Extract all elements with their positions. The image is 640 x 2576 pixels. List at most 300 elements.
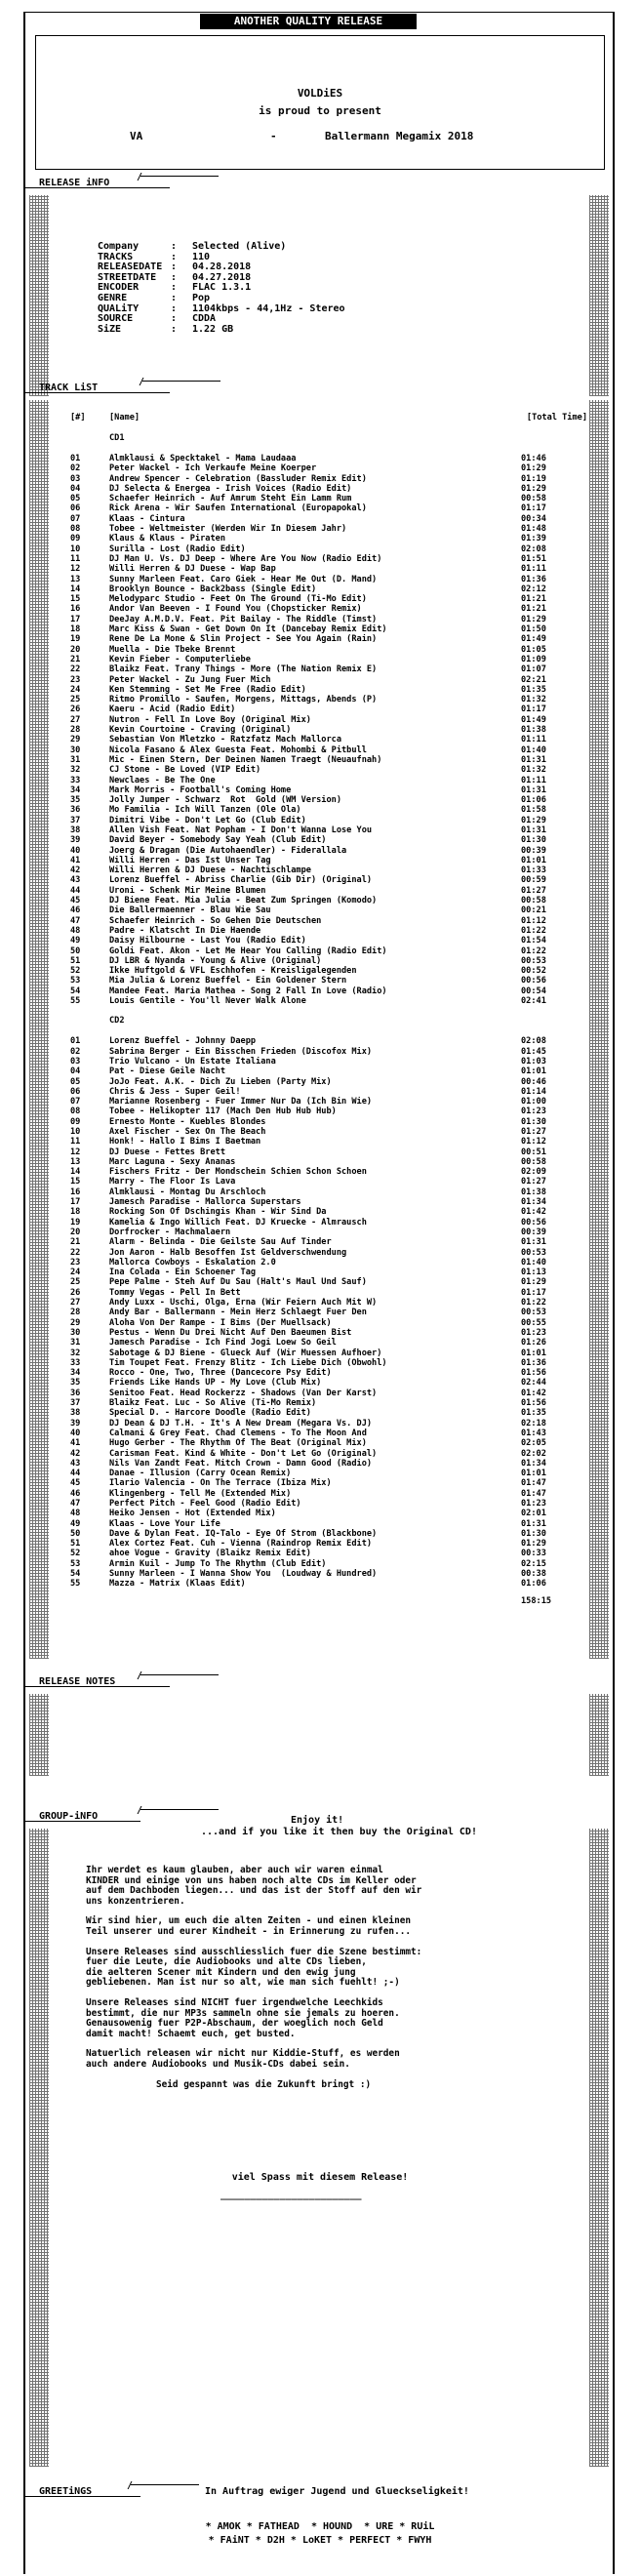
track-row (62, 725, 587, 735)
info-value: 1.22 GB (192, 323, 234, 335)
track-duration: 01:42 (521, 1207, 546, 1218)
track-duration: 01:26 (521, 1338, 546, 1348)
track-number: 21 (70, 654, 81, 664)
track-row (62, 1036, 587, 1046)
track-duration: 01:35 (521, 684, 546, 695)
track-number: 34 (70, 1368, 81, 1379)
track-row (62, 1358, 587, 1368)
track-title: Mazza - Matrix (Klaas Edit) (109, 1579, 246, 1590)
track-row (62, 1389, 587, 1398)
track-number: 40 (70, 845, 81, 856)
track-duration: 01:48 (521, 524, 546, 535)
track-number: 30 (70, 1327, 81, 1338)
slash-decoration: / (137, 1805, 143, 1816)
track-duration: 01:38 (521, 1187, 546, 1197)
track-title: Almklausi & Specktakel - Mama Laudaaa (109, 454, 297, 463)
track-duration: 01:23 (521, 1327, 546, 1338)
track-row (62, 594, 587, 604)
track-number: 28 (70, 725, 81, 736)
track-number: 30 (70, 745, 81, 755)
track-duration: 01:17 (521, 704, 546, 715)
track-title: Die Ballermaenner - Blau Wie Sau (109, 906, 271, 916)
track-row (62, 956, 587, 966)
track-number: 33 (70, 1357, 81, 1368)
cd1-label: CD1 (109, 433, 125, 443)
release-subtitle: is proud to present (259, 104, 381, 117)
track-number: 29 (70, 735, 81, 745)
track-duration: 01:11 (521, 735, 546, 745)
track-title: Almklausi - Montag Du Arschloch (109, 1187, 266, 1197)
track-title: Ikke Huftgold & VFL Eschhofen - Kreisligalegenden (109, 966, 357, 977)
track-title: Mallorca Cowboys - Eskalation 2.0 (109, 1257, 276, 1268)
track-number: 38 (70, 825, 81, 835)
release-dash: - (270, 130, 277, 142)
info-value: CDDA (192, 313, 217, 325)
section-release-notes: RELEASE NOTES (39, 1676, 116, 1687)
track-duration: 00:53 (521, 1308, 546, 1318)
track-row (62, 604, 587, 614)
track-duration: 01:31 (521, 754, 546, 765)
col-time: [Total Time] (526, 413, 587, 423)
track-row (62, 916, 587, 926)
track-number: 01 (70, 1036, 81, 1047)
track-row (62, 856, 587, 865)
track-title: Mo Familia - Ich Will Tanzen (Ole Ola) (109, 805, 301, 816)
info-row (98, 242, 345, 253)
track-duration: 01:23 (521, 1498, 546, 1509)
track-row (62, 1207, 587, 1217)
track-row (62, 1529, 587, 1539)
track-row (62, 1228, 587, 1237)
divider (23, 2496, 140, 2497)
track-title: Peter Wackel - Ich Verkaufe Meine Koerper (109, 463, 317, 474)
track-duration: 01:27 (521, 1127, 546, 1137)
track-duration: 01:22 (521, 946, 546, 956)
track-title: Ken Stemming - Set Me Free (Radio Edit) (109, 684, 306, 695)
track-row (62, 524, 587, 534)
track-row (62, 906, 587, 915)
divider (140, 1809, 219, 1810)
track-row (62, 1559, 587, 1569)
track-row (62, 765, 587, 775)
track-row (62, 1057, 587, 1067)
track-number: 02 (70, 463, 81, 474)
track-row (62, 1368, 587, 1378)
track-duration: 01:22 (521, 1298, 546, 1308)
track-number: 22 (70, 1247, 81, 1258)
divider (131, 2484, 199, 2485)
track-duration: 01:43 (521, 1428, 546, 1438)
track-row (62, 936, 587, 946)
track-number: 07 (70, 1097, 81, 1107)
track-title: Mia Julia & Lorenz Bueffel - Ein Goldener Stern (109, 976, 347, 986)
track-number: 41 (70, 1438, 81, 1449)
track-row (62, 1499, 587, 1509)
track-title: Pestus - Wenn Du Drei Nicht Auf Den Baeumen Bist (109, 1327, 352, 1338)
track-title: DJ Dean & DJ T.H. - It's A New Dream (Megara Vs. DJ) (109, 1418, 373, 1429)
track-number: 13 (70, 574, 81, 584)
track-duration: 01:39 (521, 534, 546, 544)
track-title: Willi Herren - Das Ist Unser Tag (109, 855, 271, 865)
track-number: 09 (70, 1116, 81, 1127)
track-number: 48 (70, 1509, 81, 1519)
track-row (62, 1429, 587, 1438)
track-row (62, 755, 587, 765)
track-duration: 01:01 (521, 855, 546, 865)
pattern-left (29, 1694, 49, 1776)
info-key: STREETDATE (98, 271, 157, 283)
track-row (62, 865, 587, 875)
track-title: Pat - Diese Geile Nacht (109, 1067, 225, 1077)
track-row (62, 816, 587, 825)
track-duration: 02:09 (521, 1167, 546, 1178)
track-row (62, 1579, 587, 1589)
info-key: SiZE (98, 323, 122, 335)
track-duration: 01:27 (521, 885, 546, 896)
track-title: Ernesto Monte - Kuebles Blondes (109, 1116, 266, 1127)
track-number: 18 (70, 1207, 81, 1218)
track-row (62, 1248, 587, 1258)
divider (23, 1686, 170, 1687)
info-value: Selected (Alive) (192, 241, 287, 252)
track-row (62, 624, 587, 634)
track-number: 51 (70, 955, 81, 966)
track-number: 36 (70, 1388, 81, 1398)
track-title: Lorenz Bueffel - Johnny Daepp (109, 1036, 257, 1047)
track-duration: 01:30 (521, 835, 546, 846)
track-duration: 01:56 (521, 1368, 546, 1379)
track-number: 04 (70, 483, 81, 494)
track-title: Daisy Hilbourne - Last You (Radio Edit) (109, 936, 306, 946)
track-number: 05 (70, 1076, 81, 1087)
banner: ANOTHER QUALITY RELEASE (200, 14, 417, 29)
track-title: DJ Selecta & Energea - Irish Voices (Radio Edit) (109, 483, 352, 494)
track-row (62, 1438, 587, 1448)
track-number: 35 (70, 1378, 81, 1389)
track-row (62, 1107, 587, 1116)
track-row (62, 484, 587, 494)
track-number: 46 (70, 906, 81, 916)
track-duration: 01:31 (521, 785, 546, 795)
track-list (62, 412, 587, 1607)
track-number: 25 (70, 1277, 81, 1288)
closing-underline: ________________________ (220, 2190, 362, 2200)
track-title: Nicola Fasano & Alex Guesta Feat. Mohombi & Pitbull (109, 745, 367, 755)
track-number: 49 (70, 1518, 81, 1529)
track-title: Aloha Von Der Rampe - I Bims (Der Muellsack) (109, 1317, 332, 1328)
track-title: Honk! - Hallo I Bims I Baetman (109, 1137, 261, 1147)
track-title: Dorfrocker - Machmalaern (109, 1227, 231, 1237)
track-title: Goldi Feat. Akon - Let Me Hear You Calling (Radio Edit) (109, 946, 387, 956)
track-number: 15 (70, 594, 81, 605)
pattern-right (589, 400, 609, 1659)
track-title: Mic - Einen Stern, Der Deinen Namen Traegt (Neuaufnah) (109, 754, 382, 765)
track-number: 20 (70, 1227, 81, 1237)
track-row (62, 514, 587, 524)
track-title: Pepe Palme - Steh Auf Du Sau (Halt's Maul Und Sauf) (109, 1277, 367, 1288)
track-number: 27 (70, 714, 81, 725)
track-number: 14 (70, 584, 81, 594)
track-title: Klaas - Love Your Life (109, 1518, 220, 1529)
track-row (62, 1167, 587, 1177)
track-number: 16 (70, 1187, 81, 1197)
track-row (62, 1489, 587, 1499)
track-number: 54 (70, 986, 81, 996)
track-number: 05 (70, 494, 81, 504)
track-row (62, 1127, 587, 1137)
track-duration: 01:21 (521, 594, 546, 605)
track-title: Special D. - Harcore Doodle (Radio Edit) (109, 1408, 311, 1419)
track-duration: 02:05 (521, 1438, 546, 1449)
track-duration: 01:31 (521, 1518, 546, 1529)
track-title: Jamesch Paradise - Ich Find Jogi Loew So Geil (109, 1338, 337, 1348)
track-number: 37 (70, 1398, 81, 1409)
track-number: 39 (70, 835, 81, 846)
track-duration: 01:07 (521, 664, 546, 675)
track-number: 52 (70, 1549, 81, 1559)
track-row (62, 735, 587, 745)
track-title: Newclaes - Be The One (109, 775, 216, 785)
track-number: 07 (70, 513, 81, 524)
info-row (98, 325, 345, 336)
pattern-left (29, 195, 49, 396)
track-duration: 02:41 (521, 996, 546, 1007)
track-number: 51 (70, 1539, 81, 1550)
track-title: Nutron - Fell In Love Boy (Original Mix) (109, 714, 311, 725)
track-number: 42 (70, 865, 81, 876)
pattern-left (29, 400, 49, 1659)
track-number: 31 (70, 754, 81, 765)
track-number: 23 (70, 674, 81, 685)
track-row (62, 1308, 587, 1317)
track-number: 12 (70, 1147, 81, 1157)
track-duration: 01:01 (521, 1469, 546, 1479)
track-row (62, 1419, 587, 1429)
track-duration: 01:42 (521, 1388, 546, 1398)
track-title: Melodyparc Studio - Feet On The Ground (Ti-Mo Edit) (109, 594, 367, 605)
info-colon: : (171, 282, 178, 294)
track-number: 29 (70, 1317, 81, 1328)
track-number: 22 (70, 664, 81, 675)
track-row (62, 463, 587, 473)
track-number: 14 (70, 1167, 81, 1178)
track-duration: 00:53 (521, 955, 546, 966)
track-number: 16 (70, 604, 81, 615)
track-title: Willi Herren & DJ Duese - Wap Bap (109, 564, 276, 575)
track-number: 33 (70, 775, 81, 785)
paragraph: Natuerlich releasen wir nicht nur Kiddie-Stuff, es werden auch andere Audiobooks und Musik-CDs dabei sein. (86, 2048, 400, 2070)
track-number: 32 (70, 765, 81, 776)
track-row (62, 1067, 587, 1076)
track-duration: 02:02 (521, 1448, 546, 1459)
track-row (62, 996, 587, 1006)
track-row (62, 835, 587, 845)
group-name: VOLDiES (297, 87, 343, 100)
future-line: Seid gespannt was die Zukunft bringt :) (156, 2078, 372, 2090)
track-title: Brooklyn Bounce - Back2bass (Single Edit) (109, 584, 317, 594)
track-title: Trio Vulcano - Un Estate Italiana (109, 1056, 276, 1067)
track-duration: 02:08 (521, 543, 546, 554)
track-duration: 02:15 (521, 1558, 546, 1569)
track-title: Andrew Spencer - Celebration (Bassluder Remix Edit) (109, 473, 367, 484)
track-number: 47 (70, 915, 81, 926)
track-row (62, 1408, 587, 1418)
track-title: Dimitri Vibe - Don't Let Go (Club Edit) (109, 815, 306, 825)
cd2-label: CD2 (109, 1016, 125, 1026)
info-colon: : (171, 323, 178, 335)
track-title: Tim Toupet Feat. Frenzy Blitz - Ich Liebe Dich (Obwohl) (109, 1357, 387, 1368)
track-title: Blaikz Feat. Trany Things - More (The Nation Remix E) (109, 664, 378, 675)
track-row (62, 1478, 587, 1488)
track-number: 55 (70, 1579, 81, 1590)
track-row (62, 795, 587, 805)
track-title: Joerg & Dragan (Die Autohaendler) - Fiderallala (109, 845, 347, 856)
track-number: 11 (70, 553, 81, 564)
track-row (62, 1378, 587, 1388)
track-duration: 01:05 (521, 644, 546, 655)
track-duration: 00:59 (521, 875, 546, 886)
track-duration: 01:30 (521, 1528, 546, 1539)
left-border (23, 12, 25, 2574)
track-row (62, 615, 587, 624)
track-row (62, 554, 587, 564)
track-number: 24 (70, 684, 81, 695)
track-duration: 01:54 (521, 936, 546, 946)
track-duration: 00:58 (521, 494, 546, 504)
track-title: Kevin Fieber - Computerliebe (109, 654, 251, 664)
track-title: Rocco - One, Two, Three (Dancecore Psy Edit) (109, 1368, 332, 1379)
track-title: Sabrina Berger - Ein Bisschen Frieden (Discofox Mix) (109, 1046, 373, 1057)
track-duration: 01:11 (521, 564, 546, 575)
track-duration: 01:47 (521, 1488, 546, 1499)
track-number: 06 (70, 503, 81, 514)
track-number: 13 (70, 1156, 81, 1167)
track-number: 03 (70, 1056, 81, 1067)
track-duration: 01:22 (521, 925, 546, 936)
track-number: 32 (70, 1348, 81, 1358)
track-duration: 00:55 (521, 1317, 546, 1328)
track-row (62, 846, 587, 856)
paragraph: Unsere Releases sind NICHT fuer irgendwelche Leechkids bestimmt, die nur MP3s sammeln ohne sie jemals zu hoeren. Genausowenig fuer P2P-Abschaum, der woeglich noch Geld damit macht! Schaemt euch, get busted. (86, 1996, 400, 2039)
track-number: 53 (70, 1558, 81, 1569)
track-title: Tommy Vegas - Pell In Bett (109, 1287, 241, 1298)
track-row (62, 1288, 587, 1298)
track-duration: 02:01 (521, 1509, 546, 1519)
track-number: 24 (70, 1268, 81, 1278)
track-title: Blaikz Feat. Luc - So Alive (Ti-Mo Remix) (109, 1398, 317, 1409)
info-key: RELEASEDATE (98, 262, 163, 273)
track-title: Padre - Klatscht In Die Haende (109, 925, 261, 936)
info-colon: : (171, 262, 178, 273)
track-duration: 01:50 (521, 624, 546, 635)
track-title: Allen Vish Feat. Nat Popham - I Don't Wanna Lose You (109, 825, 373, 835)
track-duration: 00:33 (521, 1549, 546, 1559)
slash-decoration: / (127, 2480, 134, 2491)
track-duration: 01:03 (521, 1056, 546, 1067)
track-title: Sebastian Von Mletzko - Ratzfatz Mach Mallorca (109, 735, 341, 745)
track-title: Ina Colada - Ein Schoener Tag (109, 1268, 257, 1278)
track-title: Schaefer Heinrich - Auf Amrum Steht Ein Lamm Rum (109, 494, 352, 504)
track-title: CJ Stone - Be Loved (VIP Edit) (109, 765, 261, 776)
paragraph: Unsere Releases sind ausschliesslich fuer die Szene bestimmt: fuer die Leute, die Audiobooks und alte CDs lieben, die aelteren Scener mit Kindern und den ewig jung gebliebenen. Man ist nur so alt, wie man sich fuehlt! ;-) (86, 1946, 422, 1989)
track-duration: 01:21 (521, 604, 546, 615)
track-row (62, 785, 587, 795)
track-title: Klaas - Cintura (109, 513, 185, 524)
closing-line: viel Spass mit diesem Release! (231, 2172, 409, 2183)
track-row (62, 1117, 587, 1127)
track-row (62, 685, 587, 695)
info-value: 04.28.2018 (192, 262, 252, 273)
track-number: 27 (70, 1298, 81, 1308)
track-title: Andor Van Beeven - I Found You (Chopsticker Remix) (109, 604, 362, 615)
track-number: 08 (70, 524, 81, 535)
track-duration: 00:34 (521, 513, 546, 524)
track-row (62, 534, 587, 543)
enjoy-line: Enjoy it! (291, 1815, 344, 1826)
track-duration: 02:44 (521, 1378, 546, 1389)
track-row (62, 1539, 587, 1549)
track-duration: 01:19 (521, 473, 546, 484)
track-title: DJ LBR & Nyanda - Young & Alive (Original) (109, 955, 322, 966)
track-duration: 00:46 (521, 1076, 546, 1087)
track-number: 44 (70, 885, 81, 896)
track-duration: 01:40 (521, 1257, 546, 1268)
track-number: 34 (70, 785, 81, 795)
track-number: 04 (70, 1067, 81, 1077)
total-time-row (62, 1595, 587, 1607)
track-duration: 01:49 (521, 714, 546, 725)
track-title: Surilla - Lost (Radio Edit) (109, 543, 246, 554)
track-duration: 01:56 (521, 1398, 546, 1409)
track-title: Rocking Son Of Dschingis Khan - Wir Sind Da (109, 1207, 327, 1218)
track-duration: 00:51 (521, 1147, 546, 1157)
track-duration: 02:21 (521, 674, 546, 685)
track-number: 47 (70, 1498, 81, 1509)
track-title: Klaus & Klaus - Piraten (109, 534, 225, 544)
track-title: JoJo Feat. A.K. - Dich Zu Lieben (Party Mix) (109, 1076, 332, 1087)
track-row (62, 825, 587, 835)
track-number: 11 (70, 1137, 81, 1147)
track-duration: 01:06 (521, 1579, 546, 1590)
track-row (62, 664, 587, 674)
track-duration: 02:12 (521, 584, 546, 594)
track-number: 02 (70, 1046, 81, 1057)
track-duration: 01:47 (521, 1478, 546, 1489)
track-duration: 00:54 (521, 986, 546, 996)
track-row (62, 986, 587, 996)
track-number: 48 (70, 925, 81, 936)
track-title: Carisman Feat. Kind & White - Don't Let Go (Original) (109, 1448, 378, 1459)
divider (140, 176, 219, 177)
track-number: 45 (70, 1478, 81, 1489)
track-title: Tobee - Helikopter 117 (Mach Den Hub Hub Hub) (109, 1107, 337, 1117)
track-title: Alex Cortez Feat. Cuh - Vienna (Raindrop Remix Edit) (109, 1539, 373, 1550)
track-duration: 01:31 (521, 825, 546, 835)
divider (23, 187, 170, 188)
pattern-left (29, 1829, 49, 2467)
paragraph: Ihr werdet es kaum glauben, aber auch wir waren einmal KINDER und einige von uns haben noch alte CDs im Keller oder auf dem Dachboden liegen... und das ist der Stoff auf den wir uns konzentrieren. (86, 1865, 422, 1907)
track-title: DeeJay A.M.D.V. Feat. Pit Bailay - The Riddle (Timst) (109, 614, 378, 624)
release-header-box (35, 35, 605, 170)
track-title: Ritmo Promillo - Saufen, Morgens, Mittags, Abends (P) (109, 695, 378, 705)
track-row (62, 1157, 587, 1167)
track-title: Axel Fischer - Sex On The Beach (109, 1127, 266, 1137)
track-title: Andy Bar - Ballermann - Mein Herz Schlaegt Fuer Den (109, 1308, 367, 1318)
track-duration: 01:01 (521, 1067, 546, 1077)
track-number: 21 (70, 1237, 81, 1248)
track-title: Louis Gentile - You'll Never Walk Alone (109, 996, 306, 1007)
track-title: DJ Duese - Fettes Brett (109, 1147, 225, 1157)
